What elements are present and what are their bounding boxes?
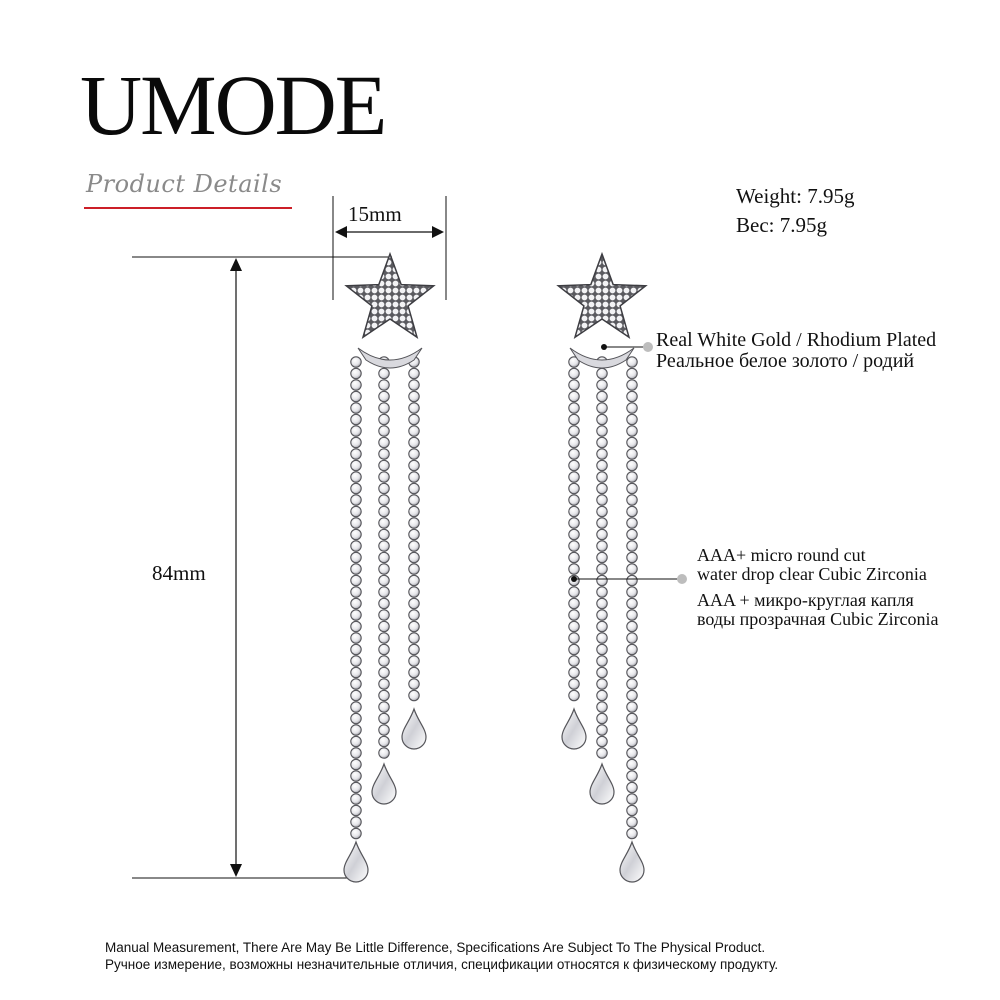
right-earring-chain-3 (627, 357, 637, 839)
width-label: 15mm (348, 202, 402, 226)
left-earring-chain-3 (409, 357, 419, 701)
disclaimer-russian: Ручное измерение, возможны незначительные отличия, спецификации относятся к физическому продукту. (105, 956, 779, 972)
left-earring-chain-2 (379, 357, 389, 758)
stone-label-russian-1: AAA + микро-круглая капля (697, 590, 914, 610)
left-earring-teardrop-3 (402, 709, 426, 749)
disclaimer-english: Manual Measurement, There Are May Be Little Difference, Specifications Are Subject To The Physical Product. (105, 940, 766, 955)
stone-label-english-2: water drop clear Cubic Zirconia (697, 564, 927, 584)
length-label: 84mm (152, 561, 206, 585)
brand-logo: UMODE (80, 57, 386, 153)
right-earring-star (558, 254, 645, 337)
right-earring-chain-1 (569, 357, 579, 701)
left-earring-teardrop-1 (344, 842, 368, 882)
weight-russian: Bec: 7.95g (736, 213, 827, 237)
stone-label-russian-2: воды прозрачная Cubic Zirconia (697, 609, 939, 629)
stone-label-english-1: AAA+ micro round cut (697, 545, 866, 565)
left-earring-star (346, 254, 433, 337)
plating-label-english: Real White Gold / Rhodium Plated (656, 329, 937, 351)
plating-callout (601, 342, 653, 352)
right-earring-teardrop-1 (562, 709, 586, 749)
left-earring-chain-1 (351, 357, 361, 839)
right-earring-teardrop-3 (620, 842, 644, 882)
right-earring-teardrop-2 (590, 764, 614, 804)
left-earring (344, 254, 434, 882)
left-earring-teardrop-2 (372, 764, 396, 804)
disclaimer (105, 940, 778, 974)
plating-label-russian: Реальное белое золото / родий (656, 350, 915, 372)
section-subtitle: Product Details (86, 170, 283, 198)
weight-english: Weight: 7.95g (736, 184, 855, 208)
right-earring-chain-2 (597, 357, 607, 758)
